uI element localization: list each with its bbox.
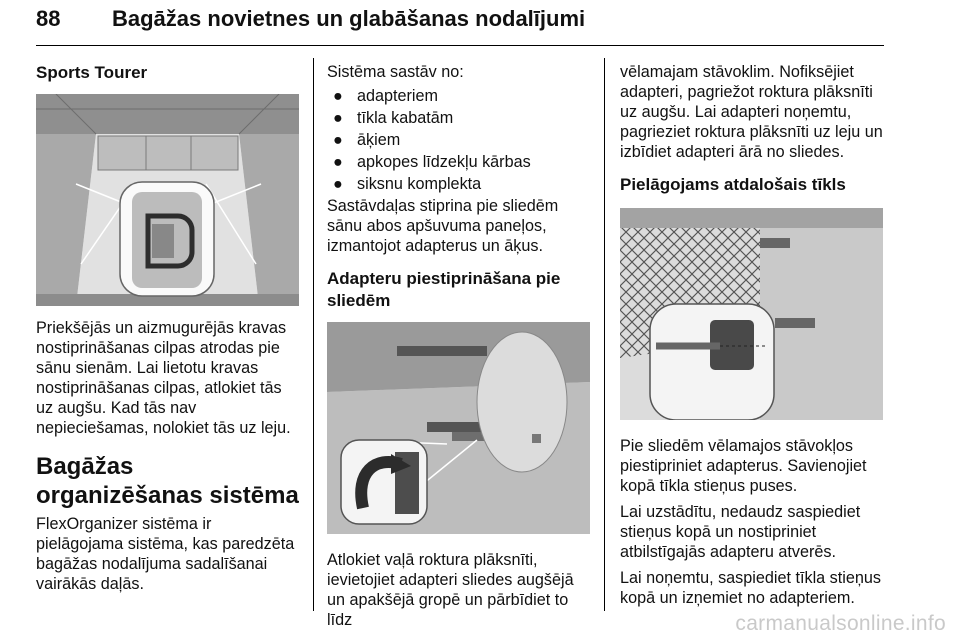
partition-net-illustration	[620, 208, 883, 420]
adapter-rail-illustration	[327, 322, 590, 534]
adapter-paragraph: vēlamajam stāvoklim. Nofiksējiet adapteri, pagriežot roktura plāksnīti uz augšu. Lai adapteri noņemtu, pagrieziet roktura plāksnīti uz leju un izbīdiet adapteri ārā no sliedes.	[620, 63, 883, 161]
adapter-mounting-heading: Adapteru piestiprināšana pie sliedēm	[327, 269, 561, 310]
bullet-icon: ●	[333, 153, 343, 171]
cargo-loops-caption: Priekšējās un aizmugurējās kravas nostiprināšanas cilpas atrodas pie sānu sienām. Lai lietotu kravas nostiprināšanas cilpas, atlokiet tās uz augšu. Kad tās nav nepieciešamas, nolokiet tās uz leju.	[36, 319, 291, 437]
column-3	[620, 62, 888, 608]
cargo-loop-illustration	[36, 94, 299, 306]
list-item: ● tīkla kabatām	[333, 109, 454, 127]
list-item: ● āķiem	[333, 131, 401, 149]
column-divider-1	[313, 58, 314, 611]
components-list	[327, 86, 595, 194]
partition-net-para-2: Lai uzstādītu, nedaudz saspiediet stieņus kopā un nostipriniet atbilstīgajās adapteru atverēs.	[620, 503, 861, 561]
partition-net-para-1: Pie sliedēm vēlamajos stāvokļos piestipriniet adapterus. Savienojiet kopā tīkla stieņus puses.	[620, 437, 867, 495]
list-item: ● adapteriem	[333, 87, 438, 105]
column-divider-2	[604, 58, 605, 611]
bullet-icon: ●	[333, 87, 343, 105]
column-2	[327, 62, 595, 630]
system-intro: Sistēma sastāv no:	[327, 63, 464, 81]
column-1	[36, 62, 302, 594]
components-paragraph: Sastāvdaļas stiprina pie sliedēm sānu abos apšuvuma paneļos, izmantojot adapterus un āķus.	[327, 197, 559, 255]
organizer-system-heading: Bagāžas organizēšanas sistēma	[36, 453, 299, 509]
page-header-title: Bagāžas novietnes un glabāšanas nodalījumi	[112, 6, 586, 31]
partition-net-para-3: Lai noņemtu, saspiediet tīkla stieņus kopā un izņemiet no adapteriem.	[620, 569, 881, 607]
list-item: ● apkopes līdzekļu kārbas	[333, 153, 531, 171]
watermark: carmanualsonline.info	[735, 612, 946, 635]
header-rule	[36, 45, 884, 46]
bullet-icon: ●	[333, 175, 343, 193]
list-item: ● siksnu komplekta	[333, 175, 482, 193]
adapter-mounting-caption: Atlokiet vaļā roktura plāksnīti, ievietojiet adapteri sliedes augšējā un apakšējā gropē un pārbīdiet to līdz	[327, 551, 574, 629]
sports-tourer-heading: Sports Tourer	[36, 63, 148, 82]
bullet-icon: ●	[333, 109, 343, 127]
partition-net-heading: Pielāgojams atdalošais tīkls	[620, 175, 846, 194]
page-number: 88	[36, 6, 61, 31]
organizer-system-text: FlexOrganizer sistēma ir pielāgojama sistēma, kas paredzēta bagāžas nodalījuma sadalīšanai vairākās daļās.	[36, 515, 295, 593]
bullet-icon: ●	[333, 131, 343, 149]
